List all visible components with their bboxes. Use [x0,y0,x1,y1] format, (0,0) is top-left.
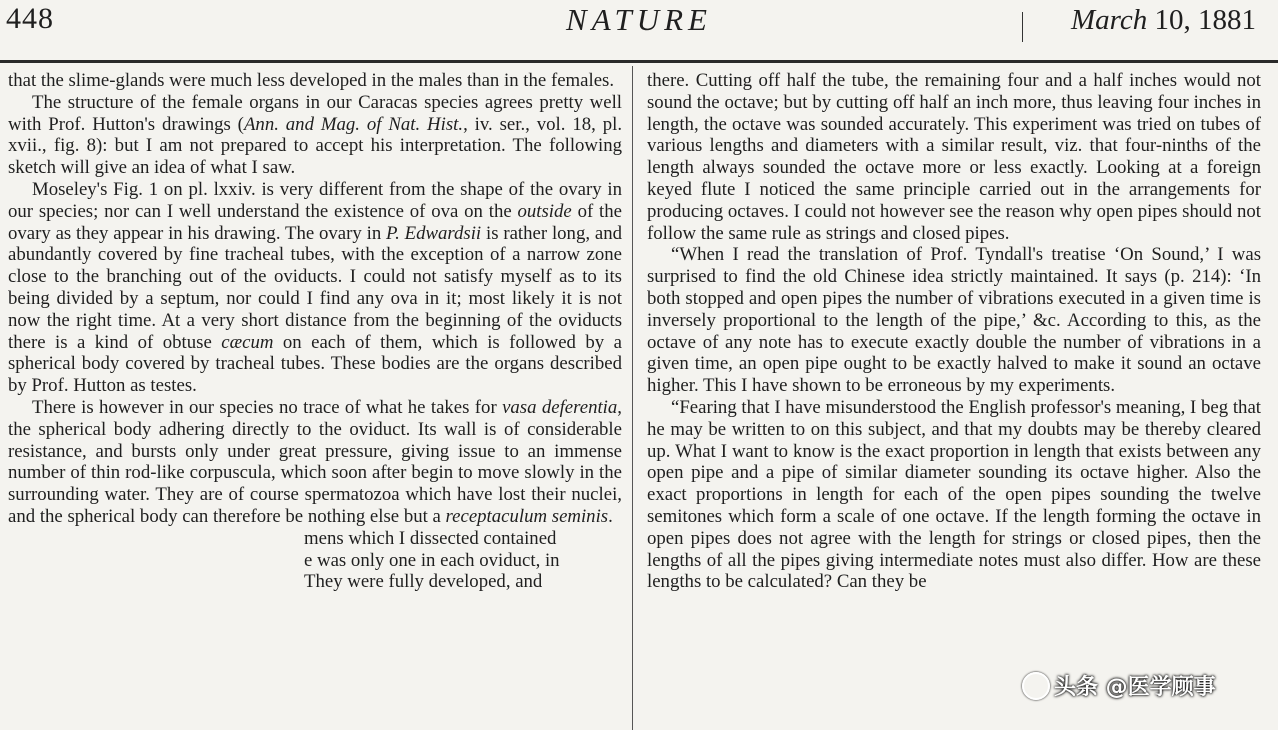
watermark [1022,670,1216,701]
column-divider [632,66,633,730]
journal-title: NATURE [566,2,712,37]
left-p3-text-d: on each of them, which is followed by a spherical body covered by tracheal tubes. These bodies are the organs described by Prof. Hutton as testes. [8,331,622,397]
left-p3-text-a: Moseley's Fig. 1 on pl. lxxiv. is very different from the shape of the ovary in our species; nor can I well understand the existence of ova on the [8,178,622,222]
watermark-logo-icon [1022,672,1050,700]
left-p4-vasa: vasa deferentia [502,396,618,418]
right-paragraph-3: “Fearing that I have misunderstood the English professor's meaning, I beg that he may be written to on this subject, and that my doubts may be thereby cleared up. What I want to know is the exact proportion in length that exists between any open pipe and a pipe of similar diameter sounding its octave higher. Also the exact proportions in length for each of the open pipes sounding the twelve semitones which form a scale of one octave. If the length forming the octave in open pipes does not agree with the length for strings or closed pipes, then the lengths of all the pipes giving intermediate notes must also differ. How are these lengths to be calculated? Can they be [647,396,1261,593]
page-number: 448 [6,2,54,35]
left-p3-caecum: cæcum [221,331,274,353]
left-fragment-1: mens which I dissected contained [304,527,557,549]
issue-date-month: March [1071,4,1148,36]
left-p3-species: P. Edwardsii [386,222,482,244]
left-paragraph-4 [8,397,622,528]
page-header [0,0,1278,52]
left-p4-text-c: . [608,505,613,527]
left-p2-reference: Ann. and Mag. of Nat. Hist. [243,113,464,135]
watermark-text: 头条 @医学顾事 [1054,675,1216,700]
left-p3-text-c: is rather long, and abundantly covered by fine tracheal tubes, with the exception of a narrow zone close to the branching out of the oviducts. I could not satisfy myself as to its being divided by a septum, nor could I find any ova in it; most likely it is not now the right time. At a very short distance from the beginning of the oviducts there is a kind of obtuse [8,222,622,353]
right-paragraph-1: there. Cutting off half the tube, the remaining four and a half inches would not sound the octave; but by cutting off half an inch more, thus leaving four inches in length, the octave was sounded accurately. This experiment was tried on tubes of various lengths and diameters with a similar result, viz. that four-ninths of the length always sounded the octave more or less exactly. Looking at a foreign keyed flute I noticed the same principle carried out in the arrangements for producing octaves. I could not however see the reason why open pipes should not follow the same rule as strings and closed pipes. [647,70,1261,244]
header-rule [0,60,1278,63]
left-paragraph-3 [8,179,622,397]
left-p4-text-b: , the spherical body adhering directly to the oviduct. Its wall is of considerable resistance, and bursts only under great pressure, giving issue to an immense number of thin rod-like corpuscula, which soon after begin to move slowly in the surrounding water. They are of course spermatozoa which have lost their nuclei, and the spherical body can therefore be nothing else but a [8,396,622,527]
left-p2-text-b: , iv. ser., vol. 18, pl. xvii., fig. 8): but I am not prepared to accept his interpretation. The following sketch will give an idea of what I saw. [8,113,623,179]
left-fragment-3: They were fully developed, and [304,571,543,593]
left-p4-receptaculum: receptaculum seminis [445,505,609,527]
right-paragraph-2: “When I read the translation of Prof. Tyndall's treatise ‘On Sound,’ I was surprised to find the old Chinese idea strictly maintained. It says (p. 214): ‘In both stopped and open pipes the number of vibrations executed in a given time is inversely proportional to the length of the pipe,’ &c. According to this, as the octave of any note has to execute exactly double the number of vibrations in a given time, an open pipe ought to be exactly halved to make it sound an octave higher. This I have shown to be erroneous by my experiments. [647,244,1261,397]
issue-date-day-year: 10, 1881 [1147,4,1256,36]
left-p4-text-a: There is however in our species no trace of what he takes for [32,396,503,418]
left-fragment-2: e was only one in each oviduct, in [304,549,560,571]
left-p3-text-b: of the ovary as they appear in his drawing. The ovary in [8,200,622,244]
left-column [8,70,622,593]
right-column [647,70,1261,593]
date-bar [1022,12,1023,42]
left-p2-text-a: The structure of the female organs in our Caracas species agrees pretty well with Prof. Hutton's drawings ( [8,91,622,135]
left-paragraph-2 [8,92,622,179]
left-p3-outside: outside [517,200,572,222]
left-paragraph-1: that the slime-glands were much less developed in the males than in the females. [8,70,615,91]
issue-date [1071,4,1256,37]
